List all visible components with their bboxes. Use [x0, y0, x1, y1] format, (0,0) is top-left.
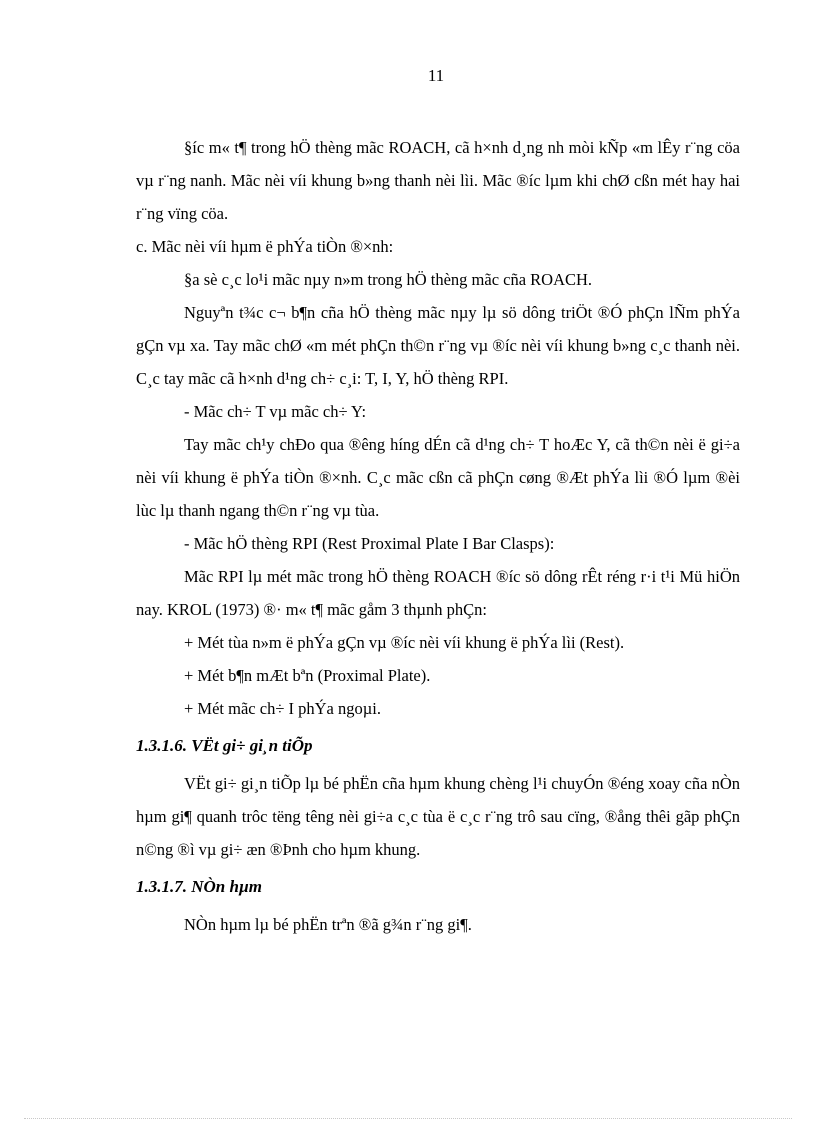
section-heading: 1.3.1.7. NÒn hµm	[136, 877, 262, 896]
paragraph: NÒn hµm lµ bé phËn trªn ®ã g¾n r¨ng gi¶.	[184, 915, 472, 934]
page-number: 11	[427, 66, 445, 85]
paragraph: §a sè c¸c lo¹i mãc nµy n»m trong hÖ thèng mãc cña ROACH.	[184, 270, 593, 289]
paragraph: VËt gi÷ gi¸n tiÕp lµ bé phËn cña hµm khung chèng l¹i chuyÓn ®éng xoay cña nÒn hµm gi¶ quanh trôc tëng têng nèi gi÷a c¸c tùa ë c¸c r¨ng trô sau cïng, ®ång thêi gãp phÇn n©ng ®ì vµ gi÷ æn ®Þnh cho hµm khung.	[136, 774, 740, 859]
list-item: + Mét b¶n mÆt bªn (Proximal Plate).	[184, 666, 431, 685]
paragraph: Nguyªn t¾c c¬ b¶n cña hÖ thèng mãc nµy lµ sö dông triÖt ®Ó phÇn lÑm phÝa gÇn vµ xa. Tay mãc chØ «m mét phÇn th©n r¨ng vµ ®íc nèi víi khung b»ng c¸c thanh nèi. C¸c tay mãc cã h×nh d¹ng ch÷ c¸i: T, I, Y, hÖ thèng RPI.	[136, 303, 740, 388]
list-item: + Mét tùa n»m ë phÝa gÇn vµ ®íc nèi víi khung ë phÝa lìi (Rest).	[184, 633, 625, 652]
document-body	[136, 131, 740, 941]
paragraph-subheading: c. Mãc nèi víi hµm ë phÝa tiÒn ®×nh:	[136, 237, 394, 256]
paragraph-subheading: - Mãc ch÷ T vµ mãc ch÷ Y:	[184, 402, 367, 421]
list-item: + Mét mãc ch÷ I phÝa ngoµi.	[184, 699, 381, 718]
section-heading: 1.3.1.6. VËt gi÷ gi¸n tiÕp	[136, 736, 313, 755]
paragraph-subheading: - Mãc hÖ thèng RPI (Rest Proximal Plate I Bar Clasps):	[184, 534, 555, 553]
paragraph: §íc m« t¶ trong hÖ thèng mãc ROACH, cã h×nh d¸ng nh mòi kÑp «m lÊy r¨ng cöa vµ r¨ng nanh. Mãc nèi víi khung b»ng thanh nèi lìi. Mãc ®íc lµm khi chØ cßn mét hay hai r¨ng vïng cöa.	[136, 138, 740, 223]
paragraph: Tay mãc ch¹y chÐo qua ®êng híng dÉn cã d¹ng ch÷ T hoÆc Y, cã th©n nèi ë gi÷a nèi víi khung ë phÝa tiÒn ®×nh. C¸c mãc cßn cã phÇn cøng ®Æt phÝa lìi ®Ó lµm ®èi lùc lµ thanh ngang th©n r¨ng vµ tùa.	[136, 435, 740, 520]
page-bottom-rule	[24, 1118, 792, 1119]
paragraph: Mãc RPI lµ mét mãc trong hÖ thèng ROACH ®íc sö dông rÊt réng r·i t¹i Mü hiÖn nay. KROL (1973) ®· m« t¶ mãc gåm 3 thµnh phÇn:	[136, 567, 740, 619]
